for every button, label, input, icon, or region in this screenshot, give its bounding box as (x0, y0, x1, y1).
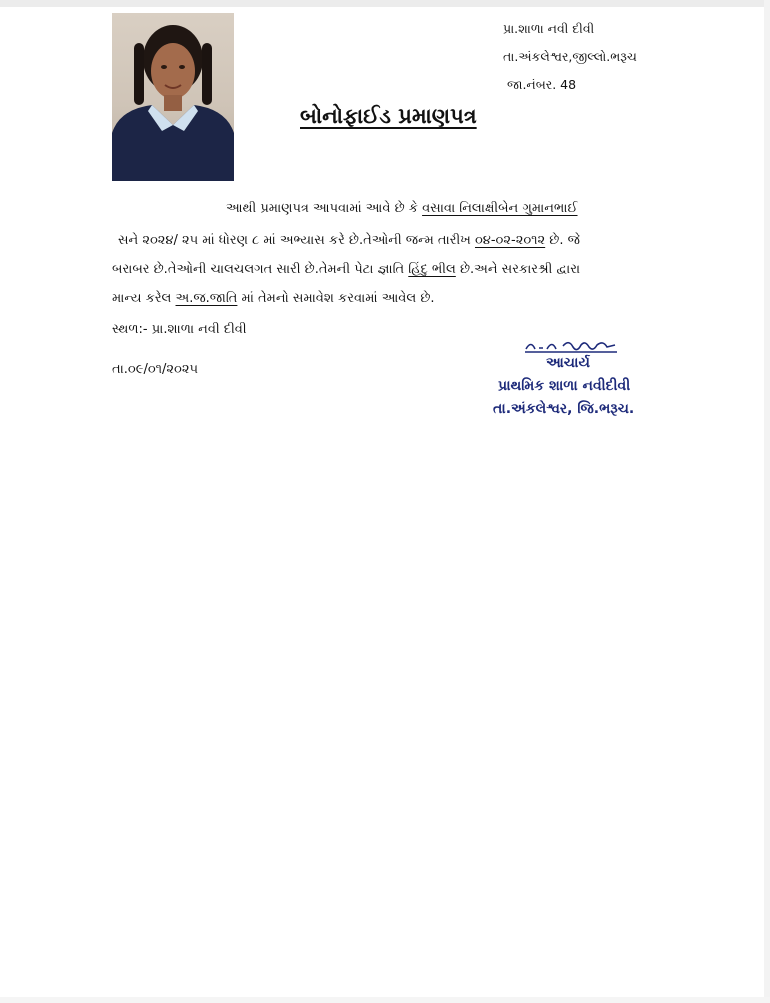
body-line-1 (226, 201, 578, 216)
sub-caste: હિંદુ ભીલ (408, 262, 456, 277)
right-border (764, 0, 770, 1003)
body-line-2 (118, 233, 580, 248)
category: અ.જ.જાતિ (175, 291, 238, 306)
body-line-4-end: માં તેમનો સમાવેશ કરવામાં આવેલ છે. (237, 291, 435, 306)
body-line-4-text: માન્ય કરેલ (112, 291, 176, 306)
body-line-3-text: બરાબર છે.તેઓની ચાલચલગત સારી છે.તેમની પેટા જ્ઞાતિ (112, 262, 409, 277)
place: સ્થળ:- પ્રા.શાળા નવી દીવી (112, 322, 247, 337)
date-of-birth: ૦૪-૦૨-૨૦૧૨ (474, 233, 546, 248)
body-line-4 (112, 291, 435, 306)
body-line-3-end: છે.અને સરકારશ્રી દ્વારા (455, 262, 581, 277)
body-line-3 (112, 262, 580, 277)
issue-date: તા.૦૯/૦૧/૨૦૨૫ (112, 362, 199, 377)
signature-scribble (523, 337, 619, 355)
principal-title: આચાર્ય (546, 355, 590, 371)
student-name: વસાવા નિલાક્ષીબેન ગુમાનભાઈ (422, 201, 578, 216)
bottom-border (0, 997, 770, 1003)
top-border (0, 0, 770, 7)
principal-address: તા.અંકલેશ્વર, જિ.ભરૂચ. (493, 401, 635, 417)
student-photo (112, 13, 234, 181)
body-line-2-text: સને ૨૦૨૪/ ૨૫ માં ધોરણ ૮ માં અભ્યાસ કરે છે.તેઓની જન્મ તારીખ (118, 233, 475, 248)
certificate-title: બોનોફાઈડ પ્રમાણપત્ર (300, 104, 477, 128)
principal-school: પ્રાથમિક શાળા નવીદીવી (498, 378, 631, 394)
school-address: તા.અંકલેશ્વર,જીલ્લો.ભરૂચ (503, 49, 637, 64)
body-line-2-end: છે. જે (545, 233, 580, 248)
body-line-1-text: આથી પ્રમાણપત્ર આપવામાં આવે છે કે (226, 201, 423, 216)
outward-number: જા.નંબર. 48 (507, 77, 577, 92)
school-header (503, 15, 637, 99)
school-name: પ્રા.શાળા નવી દીવી (503, 21, 595, 36)
